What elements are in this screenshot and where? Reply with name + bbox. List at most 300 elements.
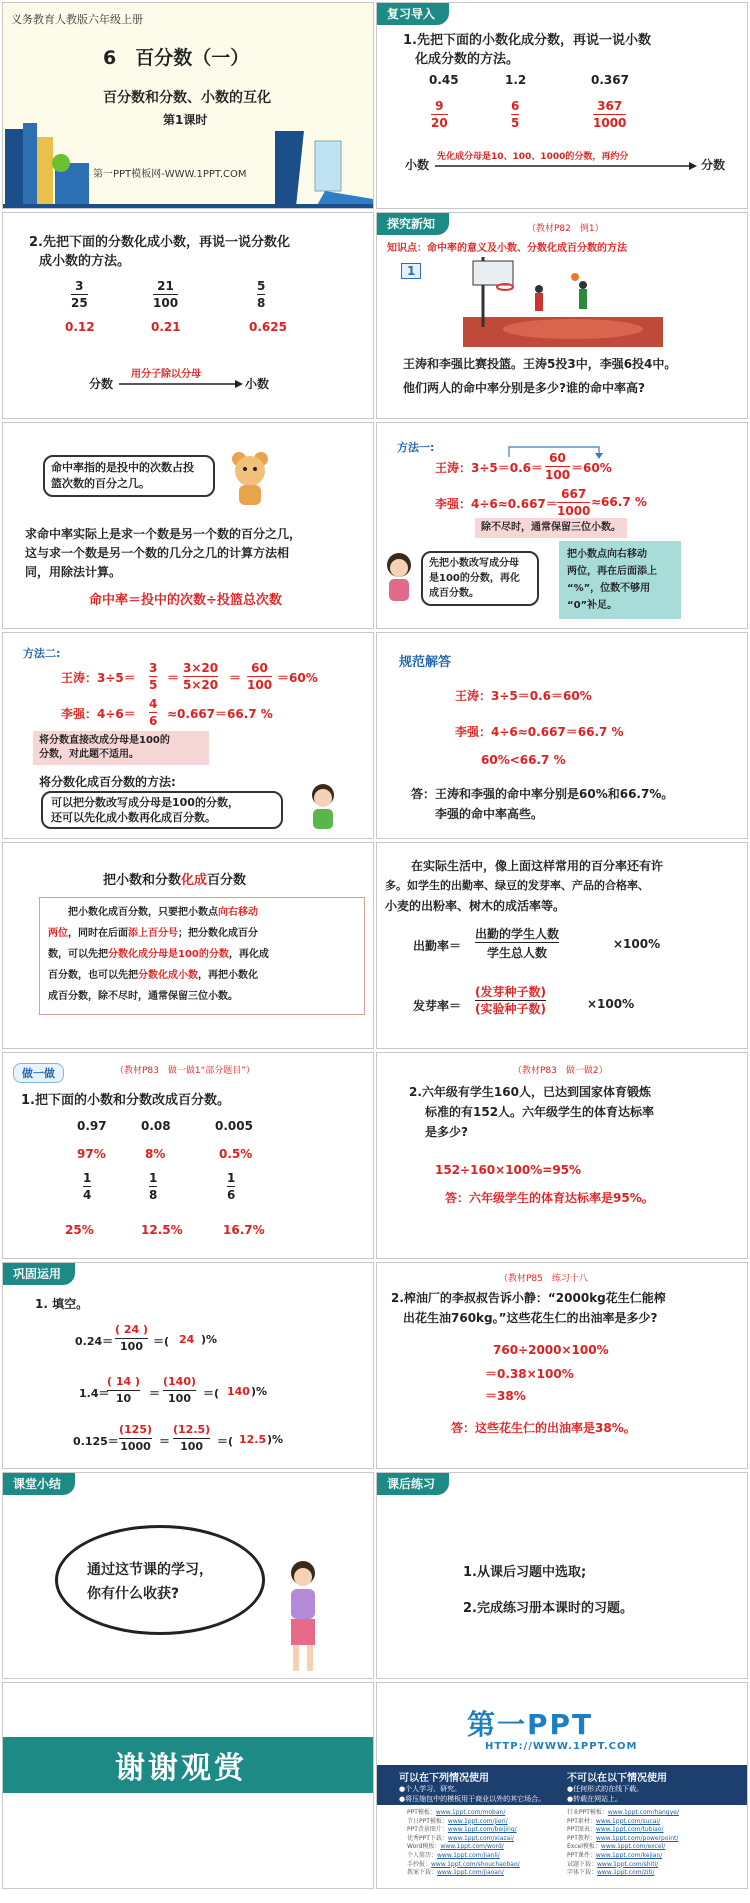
question: 1.把下面的小数和分数改成百分数。 xyxy=(21,1093,230,1108)
link-url[interactable]: www.1ppt.com/beijing/ xyxy=(447,1826,517,1834)
question-line-2: 标准的有152人。六年级学生的体育达标率 xyxy=(425,1105,655,1119)
rule-text: 百分数，也可以先把 xyxy=(48,970,138,981)
denominator: 8 xyxy=(257,296,266,310)
calc-line-1: 760÷2000×100% xyxy=(493,1343,609,1357)
question: 1.先把下面的小数化成分数，再说一说小数 xyxy=(403,33,651,48)
question: 2.先把下面的分数化成小数，再说一说分数化 xyxy=(29,235,290,250)
link-url[interactable]: www.1ppt.com/shouchaobao/ xyxy=(431,1860,520,1868)
title-part-2: 化成 xyxy=(181,873,208,888)
thanks-text: 谢谢观赏 xyxy=(115,1751,247,1786)
denominator: 100 xyxy=(168,1392,191,1405)
para-line-1: 在实际生活中，像上面这样常用的百分率还有许 xyxy=(411,859,664,873)
textbook-ref: （教材P85 练习十八 xyxy=(499,1274,588,1284)
times-100-percent: ×100% xyxy=(587,997,635,1011)
explain-line-3: 同，用除法计算。 xyxy=(25,565,122,579)
section-title: 规范解答 xyxy=(399,655,452,670)
rule-box xyxy=(39,897,365,1015)
numerator: 667 xyxy=(561,487,587,501)
bubble-line-2: 还可以先化成小数再化成百分数。 xyxy=(51,811,216,824)
problem-line-2: 他们两人的命中率分别是多少?谁的命中率高? xyxy=(403,381,645,395)
denominator: 8 xyxy=(149,1188,158,1202)
books-icon xyxy=(3,123,93,209)
answer-line-1: 王涛：3÷5＝0.6＝60% xyxy=(455,689,592,703)
numerator: 3×20 xyxy=(183,661,219,675)
link-label: PPT模板： xyxy=(407,1809,436,1816)
girl-mascot-icon xyxy=(379,551,419,611)
link-url[interactable]: www.1ppt.com/jiaoan/ xyxy=(437,1869,504,1877)
decimal-0: 0.97 xyxy=(77,1119,107,1133)
lesson-number: 第1课时 xyxy=(163,113,208,127)
link-row xyxy=(407,1843,520,1852)
slide-practice-2 xyxy=(376,1262,748,1469)
rule-text: ，同时在后面 xyxy=(68,928,128,939)
row1-fraction xyxy=(115,1323,148,1354)
link-url[interactable]: www.1ppt.com/moban/ xyxy=(435,1809,506,1816)
bubble-line-1: 先把小数改写成分母 xyxy=(429,558,519,569)
cup-icon xyxy=(275,121,373,209)
links-left xyxy=(407,1809,520,1878)
note-line-2: 分数，对此题不适用。 xyxy=(39,749,139,760)
slide-method-1 xyxy=(376,422,748,629)
textbook-ref: （教材P83 做一做2） xyxy=(513,1066,608,1076)
rule-text: ，再把小数化 xyxy=(198,970,258,981)
denominator: 100 xyxy=(247,678,273,692)
row3-lhs: 0.125＝ xyxy=(73,1435,119,1448)
denominator: 4 xyxy=(83,1188,92,1202)
link-label: PPT教程： xyxy=(567,1834,596,1842)
numerator: 9 xyxy=(435,99,444,113)
link-url[interactable]: www.1ppt.com/ziti/ xyxy=(597,1869,655,1877)
germination-label: 发芽率＝ xyxy=(413,999,462,1013)
link-row xyxy=(407,1826,520,1835)
link-url[interactable]: www.1ppt.com/sucai/ xyxy=(595,1817,661,1825)
decimal-2: 0.005 xyxy=(215,1119,253,1133)
cannot-title: 不可以在以下情况使用 xyxy=(567,1773,667,1784)
knowledge-point: 知识点：命中率的意义及小数、分数化成百分数的方法 xyxy=(387,243,627,254)
link-url[interactable]: www.1ppt.com/powerpoint/ xyxy=(595,1834,679,1842)
row3-fraction-2 xyxy=(173,1423,210,1454)
link-row xyxy=(567,1818,679,1827)
slide-license xyxy=(376,1682,748,1889)
germination-fraction xyxy=(475,985,546,1016)
row2-fraction-2 xyxy=(163,1375,196,1406)
row1-eq: ＝( xyxy=(153,1335,170,1348)
calculation: 152÷160×100%=95% xyxy=(435,1163,582,1177)
question-cont: 化成分数的方法。 xyxy=(415,52,520,67)
rule-highlight: 向右移动 xyxy=(218,907,258,918)
arrow-label: 先化成分母是10、100、1000的分数，再约分 xyxy=(437,152,629,162)
numerator: 1 xyxy=(83,1171,92,1185)
denominator: 6 xyxy=(227,1188,236,1202)
rule-line-4 xyxy=(48,965,356,986)
fraction-2 xyxy=(227,1171,235,1202)
decimal-answer-0: 97% xyxy=(77,1147,106,1161)
calc-line-3: ＝38% xyxy=(485,1389,526,1403)
fraction-2 xyxy=(257,279,265,310)
row1-value: 24 xyxy=(179,1333,195,1346)
denominator: 5×20 xyxy=(183,678,219,692)
denominator: 100 xyxy=(180,1440,204,1453)
numerator: (125) xyxy=(119,1423,153,1436)
slide-try-2 xyxy=(376,1052,748,1259)
denominator: 6 xyxy=(149,714,158,728)
fraction-0 xyxy=(71,279,88,310)
row1-end: )% xyxy=(201,1333,218,1346)
wang-calc: 王涛：3÷5＝ xyxy=(61,671,136,685)
to-label: 小数 xyxy=(245,377,270,391)
title-part-3: 百分数 xyxy=(207,873,247,888)
bubble-line-3: 成百分数。 xyxy=(429,588,479,599)
rule-text: 数，可以先把 xyxy=(48,949,108,960)
denominator: 1000 xyxy=(557,504,591,518)
denominator: 1000 xyxy=(120,1440,151,1453)
numerator: 1 xyxy=(227,1171,236,1185)
calc-line-2: ＝0.38×100% xyxy=(485,1367,574,1381)
rule-highlight: 添上百分号 xyxy=(128,928,178,939)
decimal-answer-1: 8% xyxy=(145,1147,166,1161)
rounding-note: 除不尽时，通常保留三位小数。 xyxy=(475,518,627,538)
slide-fraction-to-decimal xyxy=(2,212,374,419)
boy-mascot-icon xyxy=(303,783,343,837)
fraction-answer-2: 16.7% xyxy=(223,1223,265,1237)
slide-explore xyxy=(376,212,748,419)
rule-line-1 xyxy=(48,902,356,923)
attendance-label: 出勤率＝ xyxy=(413,939,462,953)
li-calc: 李强：4÷6＝ xyxy=(61,707,136,721)
slide-try-1 xyxy=(2,1052,374,1259)
wang-result: ＝60% xyxy=(277,671,318,685)
right-arrow-icon xyxy=(435,161,697,171)
link-url[interactable]: www.1ppt.com/kejian/ xyxy=(595,1851,663,1859)
answer: 答：这些花生仁的出油率是38%。 xyxy=(451,1421,636,1435)
link-url[interactable]: www.1ppt.com/jieri/ xyxy=(447,1817,508,1825)
slide-summary-rule xyxy=(2,842,374,1049)
denominator: 100 xyxy=(120,1340,143,1353)
cannot-item-1: ●任何形式的在线下载。 xyxy=(567,1785,644,1793)
summary-line-2: 你有什么收获? xyxy=(87,1586,180,1602)
slide-thanks xyxy=(2,1682,374,1889)
summary-bubble xyxy=(55,1525,265,1635)
link-label: PPT素材： xyxy=(567,1817,596,1825)
lesson-title: 百分数和分数、小数的互化 xyxy=(103,90,271,106)
link-label: Word模板： xyxy=(407,1843,441,1851)
section-tag: 探究新知 xyxy=(377,213,449,235)
link-url[interactable]: www.1ppt.com/word/ xyxy=(440,1843,504,1851)
row1-lhs: 0.24＝ xyxy=(75,1335,114,1348)
denominator: 1000 xyxy=(593,116,627,130)
bottom-strip xyxy=(3,204,373,208)
problem-line-1: 王涛和李强比赛投篮。王涛5投3中，李强6投4中。 xyxy=(403,357,677,371)
question-line-1: 2.榨油厂的李叔叔告诉小静：“2000kg花生仁能榨 xyxy=(391,1291,666,1305)
slide-standard-answer xyxy=(376,632,748,839)
link-row xyxy=(407,1861,520,1870)
decimal-1: 0.21 xyxy=(151,320,181,334)
numerator: 60 xyxy=(251,661,268,675)
numerator: 4 xyxy=(149,697,158,711)
attendance-fraction xyxy=(475,927,559,962)
link-label: 行业PPT模板： xyxy=(567,1809,608,1816)
rule-highlight: 两位 xyxy=(48,928,68,939)
link-url[interactable]: www.1ppt.com/shiti/ xyxy=(597,1860,659,1868)
rule-title xyxy=(103,869,246,888)
decimal-answer-2: 0.5% xyxy=(219,1147,253,1161)
link-row xyxy=(567,1826,679,1835)
row2-eq: ＝( xyxy=(203,1387,220,1400)
numerator: 6 xyxy=(511,99,520,113)
site-label: 第一PPT模板网-WWW.1PPT.COM xyxy=(93,169,247,180)
link-label: Excel模板： xyxy=(567,1843,601,1851)
from-label: 分数 xyxy=(89,377,114,391)
numerator: 21 xyxy=(157,279,174,293)
link-label: 教案下载： xyxy=(407,1869,438,1877)
numerator: ( 14 ) xyxy=(107,1375,141,1388)
row2-value: 140 xyxy=(227,1385,250,1398)
question-line-3: 是多少? xyxy=(425,1125,468,1139)
explain-line-1: 求命中率实际上是求一个数是另一个数的百分之几， xyxy=(25,527,302,541)
equals-sign: ＝ xyxy=(167,671,180,685)
link-row xyxy=(567,1809,679,1818)
section-tag: 做一做 xyxy=(13,1063,64,1083)
slide-rates xyxy=(376,842,748,1049)
tip-line-4: “0”补足。 xyxy=(567,600,618,611)
link-label: PPT图表： xyxy=(567,1826,596,1834)
denominator: 100 xyxy=(545,468,571,482)
numerator: 367 xyxy=(597,99,623,113)
answer: 答：六年级学生的体育达标率是95%。 xyxy=(445,1191,654,1205)
li-fraction xyxy=(149,697,157,728)
basketball-court-image xyxy=(463,257,663,347)
from-label: 小数 xyxy=(405,158,430,172)
tip-line-1: 把小数点向右移动 xyxy=(567,549,647,560)
method-heading: 将分数化成百分数的方法: xyxy=(39,775,176,789)
decimal-0: 0.12 xyxy=(65,320,95,334)
slide-title xyxy=(2,2,374,209)
equals-sign: ＝ xyxy=(229,671,242,685)
can-item-1: ●个人学习、研究。 xyxy=(399,1785,462,1793)
final-answer-1: 答：王涛和李强的命中率分别是60%和66.7%。 xyxy=(411,787,674,801)
definition-bubble xyxy=(43,455,215,497)
wang-fraction-2 xyxy=(183,661,218,692)
li-calc: 李强：4÷6≈0.667＝ xyxy=(435,497,558,511)
note-line-1: 将分数直接改成分母是100的 xyxy=(39,735,170,746)
slide-class-summary xyxy=(2,1472,374,1679)
link-row xyxy=(567,1852,679,1861)
question: 1. 填空。 xyxy=(35,1297,89,1311)
brand-logo: 第一PPT xyxy=(467,1708,594,1741)
tip-line-3: “%”，位数不够用 xyxy=(567,583,651,594)
link-label: 节日PPT模板： xyxy=(407,1817,448,1825)
rule-line-3 xyxy=(48,944,356,965)
formula: 命中率＝投中的次数÷投篮总次数 xyxy=(89,593,282,608)
link-row xyxy=(407,1818,520,1827)
rule-text: ；把分数化成百分 xyxy=(178,928,258,939)
link-row xyxy=(567,1861,679,1870)
rule-line-5: 成百分数，除不尽时，通常保留三位小数。 xyxy=(48,991,238,1002)
bubble-line-2: 是100的分数，再化 xyxy=(429,573,520,584)
method-bubble xyxy=(41,791,283,829)
subject-label: 义务教育人教版六年级上册 xyxy=(11,13,143,26)
wang-fraction-3 xyxy=(247,661,272,692)
to-label: 分数 xyxy=(701,158,726,172)
fraction-1 xyxy=(153,279,178,310)
wang-calc: 王涛：3÷5＝0.6＝ xyxy=(435,461,544,475)
equals-sign: ＝ xyxy=(149,1387,160,1400)
decimal-2: 0.367 xyxy=(591,73,629,87)
para-line-2: 多。如学生的出勤率、绿豆的发芽率、产品的合格率、 xyxy=(385,879,649,892)
example-number: 1 xyxy=(401,263,421,279)
teacher-figure-icon xyxy=(273,1557,333,1677)
numerator: 出勤的学生人数 xyxy=(475,927,560,941)
row3-fraction-1 xyxy=(119,1423,152,1454)
fraction-1 xyxy=(511,99,519,130)
homework-line-2: 2.完成练习册本课时的习题。 xyxy=(463,1601,633,1616)
times-100-percent: ×100% xyxy=(613,937,661,951)
row3-end: )% xyxy=(267,1433,284,1446)
brand-url: HTTP://WWW.1PPT.COM xyxy=(485,1741,638,1752)
equals-sign: ＝ xyxy=(159,1435,170,1448)
link-url[interactable]: www.1ppt.com/jianli/ xyxy=(437,1851,500,1859)
numerator: (12.5) xyxy=(173,1423,211,1436)
link-label: 手抄报： xyxy=(407,1860,432,1868)
decimal-0: 0.45 xyxy=(429,73,459,87)
para-line-3: 小麦的出粉率、树木的成活率等。 xyxy=(385,899,566,913)
inapplicable-note xyxy=(33,731,209,765)
question-cont: 成小数的方法。 xyxy=(39,254,131,269)
row2-end: )% xyxy=(251,1385,268,1398)
link-row xyxy=(407,1869,520,1878)
li-result: ≈0.667＝66.7 % xyxy=(167,707,273,721)
slide-review xyxy=(376,2,748,209)
link-label: PPT课件： xyxy=(567,1851,596,1859)
fraction-0 xyxy=(431,99,448,130)
link-url[interactable]: www.1ppt.com/hangye/ xyxy=(607,1809,679,1816)
slide-practice-1 xyxy=(2,1262,374,1469)
slide-homework xyxy=(376,1472,748,1679)
bubble-line-1: 命中率指的是投中的次数占投 xyxy=(51,461,194,474)
slide-method-2 xyxy=(2,632,374,839)
link-label: 试题下载： xyxy=(567,1860,598,1868)
numerator: 5 xyxy=(257,279,266,293)
decimal-1: 0.08 xyxy=(141,1119,171,1133)
comparison: 60%<66.7 % xyxy=(481,753,566,767)
link-label: 个人简历： xyxy=(407,1851,438,1859)
denominator: 10 xyxy=(115,1392,132,1405)
row3-eq: ＝( xyxy=(217,1435,234,1448)
wang-result: ＝60% xyxy=(571,461,612,475)
link-row xyxy=(567,1869,679,1878)
fraction-answer-1: 12.5% xyxy=(141,1223,183,1237)
final-answer-2: 李强的命中率高些。 xyxy=(435,807,544,821)
bear-mascot-icon xyxy=(225,447,275,507)
link-url[interactable]: www.1ppt.com/tubiao/ xyxy=(595,1826,664,1834)
link-row xyxy=(567,1843,679,1852)
tip-box xyxy=(559,541,681,619)
explain-line-2: 这与求一个数是另一个数的几分之几的计算方法相 xyxy=(25,546,290,560)
bubble-line-2: 篮次数的百分之几。 xyxy=(51,477,150,490)
numerator: (发芽种子数) xyxy=(475,985,546,999)
fraction-0 xyxy=(83,1171,91,1202)
decimal-1: 1.2 xyxy=(505,73,527,87)
rule-text: ，再化成 xyxy=(228,949,269,960)
link-row xyxy=(407,1852,520,1861)
numerator: ( 24 ) xyxy=(115,1323,149,1336)
numerator: 60 xyxy=(549,451,566,465)
section-tag: 复习导入 xyxy=(377,3,449,25)
can-item-2: ●将压缩包中的模板用于商业以外的其它场合。 xyxy=(399,1795,546,1803)
fraction-2 xyxy=(593,99,626,130)
row3-value: 12.5 xyxy=(239,1433,267,1446)
summary-line-1: 通过这节课的学习， xyxy=(87,1562,213,1578)
bracket-arrow-icon xyxy=(507,443,607,459)
numerator: 3 xyxy=(75,279,84,293)
denominator: 5 xyxy=(149,678,158,692)
title-part-1: 把小数和分数 xyxy=(103,873,182,888)
cannot-item-2: ●转载在网站上。 xyxy=(567,1795,623,1803)
section-tag: 课后练习 xyxy=(377,1473,449,1495)
question-line-2: 出花生油760kg。”这些花生仁的出油率是多少? xyxy=(403,1311,658,1325)
li-result: ≈66.7 % xyxy=(591,495,647,509)
link-url[interactable]: www.1ppt.com/excel/ xyxy=(600,1843,666,1851)
links-right xyxy=(567,1809,679,1878)
link-url[interactable]: www.1ppt.com/xiazai/ xyxy=(447,1834,514,1842)
numerator-text: 发芽种子数 xyxy=(480,985,541,999)
numerator: 3 xyxy=(149,661,158,675)
fraction-1 xyxy=(149,1171,157,1202)
fraction-answer-0: 25% xyxy=(65,1223,94,1237)
numerator: 1 xyxy=(149,1171,158,1185)
girl-bubble xyxy=(421,551,539,606)
link-row xyxy=(407,1809,520,1818)
link-label: PPT背景图片： xyxy=(407,1826,448,1834)
homework-line-1: 1.从课后习题中选取; xyxy=(463,1565,587,1580)
section-tag: 课堂小结 xyxy=(3,1473,75,1495)
rule-highlight: 分数化成小数 xyxy=(138,970,198,981)
textbook-ref: （教材P82 例1） xyxy=(527,224,604,234)
rule-line-2 xyxy=(48,923,356,944)
link-label: 优秀PPT下载： xyxy=(407,1834,448,1842)
tip-line-2: 两位，再在后面添上 xyxy=(567,566,657,577)
numerator: (140) xyxy=(163,1375,197,1388)
denominator: 100 xyxy=(153,296,179,310)
can-title: 可以在下列情况使用 xyxy=(399,1773,489,1784)
right-arrow-icon xyxy=(119,379,243,389)
denominator: 25 xyxy=(71,296,88,310)
row2-lhs: 1.4＝ xyxy=(79,1387,110,1400)
decimal-2: 0.625 xyxy=(249,320,287,334)
unit-title: 6 百分数（一） xyxy=(103,47,250,69)
answer-line-2: 李强：4÷6≈0.667＝66.7 % xyxy=(455,725,624,739)
textbook-ref: （教材P83 做一做1“部分题目”） xyxy=(115,1066,255,1076)
denominator: 5 xyxy=(511,116,520,130)
row2-fraction-1 xyxy=(107,1375,140,1406)
question-line-1: 2.六年级有学生160人，已达到国家体育锻炼 xyxy=(409,1085,651,1099)
slide-hit-rate xyxy=(2,422,374,629)
section-tag: 巩固运用 xyxy=(3,1263,75,1285)
denominator: (实验种子数) xyxy=(475,1002,546,1016)
method-label: 方法一: xyxy=(397,441,435,454)
rule-text: 把小数化成百分数，只要把小数点 xyxy=(68,907,218,918)
rule-highlight: 分数化成分母是100的分数 xyxy=(108,949,229,960)
link-label: 字体下载： xyxy=(567,1869,598,1877)
arrow-label: 用分子除以分母 xyxy=(131,369,201,380)
bubble-line-1: 可以把分数改写成分母是100的分数， xyxy=(51,796,239,809)
li-fraction xyxy=(557,487,590,518)
denominator-text: 实验种子数 xyxy=(480,1002,541,1016)
denominator: 学生总人数 xyxy=(487,946,548,960)
denominator: 20 xyxy=(431,116,448,130)
method-label: 方法二: xyxy=(23,647,61,660)
wang-fraction-1 xyxy=(149,661,157,692)
